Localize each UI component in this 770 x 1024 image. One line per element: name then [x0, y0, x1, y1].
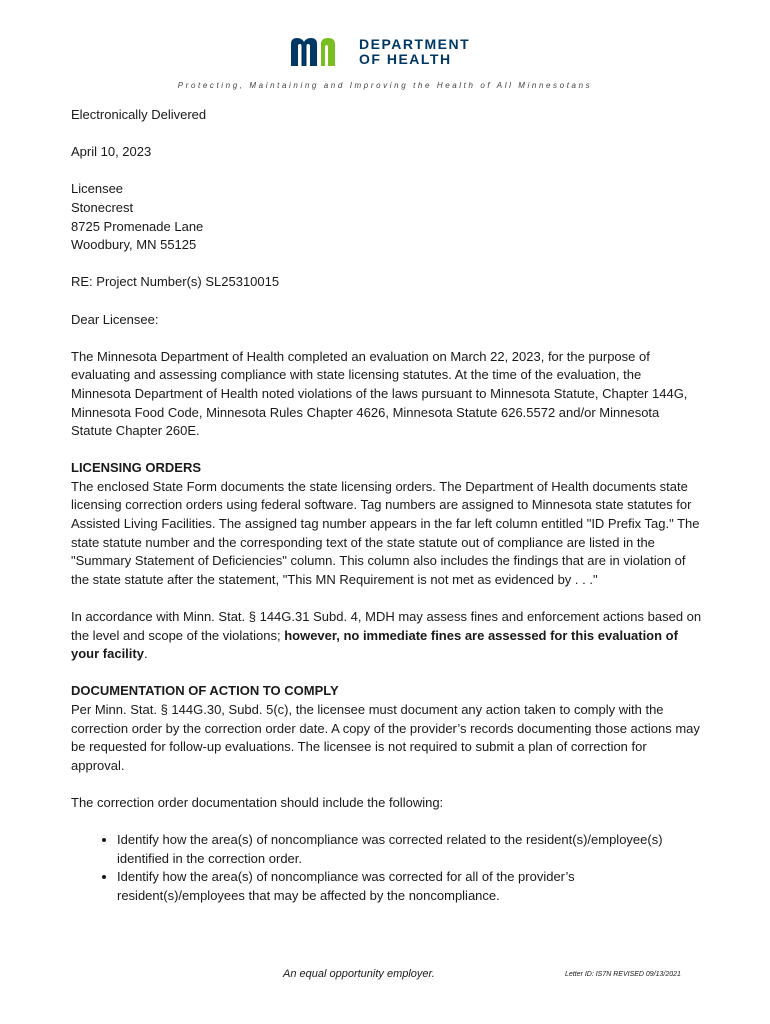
- requirements-list: [71, 831, 703, 905]
- licensing-orders-text: The enclosed State Form documents the state licensing orders. The Department of Health documents state licensing correction orders using federal software. Tag numbers are assigned to Minnesota state statutes for Assisted Living Facilities. The assigned tag number appears in the far left column entitled "ID Prefix Tag." The state statute number and the corresponding text of the state statute out of compliance are listed in the "Summary Statement of Deficiencies" column. This column also includes the findings that are in violation of the state statute after the statement, "This MN Requirement is not met as evidenced by . . .": [71, 478, 700, 587]
- salutation: Dear Licensee:: [71, 311, 159, 327]
- mn-logo-icon: [289, 34, 353, 68]
- documentation-section: [71, 682, 703, 775]
- fines-bold-text: however, no immediate fines are assessed for this evaluation of your facility: [71, 627, 678, 662]
- intro-paragraph: The Minnesota Department of Health completed an evaluation on March 22, 2023, for the purpose of evaluating and assessing compliance with state licensing statutes. At the time of the evaluation, the Minnesota Department of Health noted violations of the laws pursuant to Minnesota Statute, Chapter 144G, Minnesota Food Code, Minnesota Rules Chapter 4626, Minnesota Statute 626.5572 and/or Minnesota Statute Chapter 260E.: [71, 348, 688, 439]
- delivery-method: Electronically Delivered: [71, 107, 207, 122]
- list-item: • Identify how the area(s) of noncompliance was corrected related to the resident(s)/employee(s) identified in the correction order.: [117, 831, 703, 868]
- address-line: 8725 Promenade Lane: [71, 218, 204, 234]
- letter-date: April 10, 2023: [71, 144, 152, 160]
- letter-id: Letter ID: IS7N REVISED 09/13/2021: [565, 971, 681, 978]
- documentation-heading: DOCUMENTATION OF ACTION TO COMPLY: [71, 683, 339, 699]
- equal-opportunity-text: An equal opportunity employer.: [283, 968, 435, 980]
- letter-body: [71, 106, 703, 906]
- tagline: Protecting, Maintaining and Improving the Health of All Minnesotans: [177, 81, 593, 90]
- address-line: Licensee: [71, 181, 124, 197]
- licensing-orders-section: [71, 459, 703, 589]
- re-line: RE: Project Number(s) SL25310015: [71, 274, 280, 290]
- fines-text: In accordance with Minn. Stat. § 144G.31 Subd. 4, MDH may assess fines and enforcement actions based on the level and scope of the violations;: [71, 609, 702, 643]
- mdh-logo: [289, 34, 489, 70]
- list-item: • Identify how the area(s) of noncompliance was corrected for all of the provider’s resident(s)/employees that may be affected by the noncompliance.: [117, 868, 703, 905]
- recipient-address: [71, 180, 703, 254]
- fines-end: .: [143, 646, 148, 662]
- page-footer: [0, 968, 770, 988]
- logo-line-2: OF HEALTH: [359, 51, 452, 67]
- letterhead: [0, 30, 770, 90]
- logo-line-1: DEPARTMENT: [359, 36, 471, 52]
- address-line: Stonecrest: [71, 199, 134, 215]
- documentation-text: Per Minn. Stat. § 144G.30, Subd. 5(c), the licensee must document any action taken to comply with the correction order by the correction order date. A copy of the provider’s records documenting those actions may be requested for follow-up evaluations. The licensee is not required to submit a plan of correction for approval.: [71, 702, 700, 773]
- licensing-orders-heading: LICENSING ORDERS: [71, 460, 202, 476]
- list-intro: The correction order documentation should include the following:: [71, 794, 444, 810]
- logo-wordmark: [359, 37, 470, 67]
- fines-paragraph: [71, 608, 703, 664]
- address-line: Woodbury, MN 55125: [71, 237, 197, 253]
